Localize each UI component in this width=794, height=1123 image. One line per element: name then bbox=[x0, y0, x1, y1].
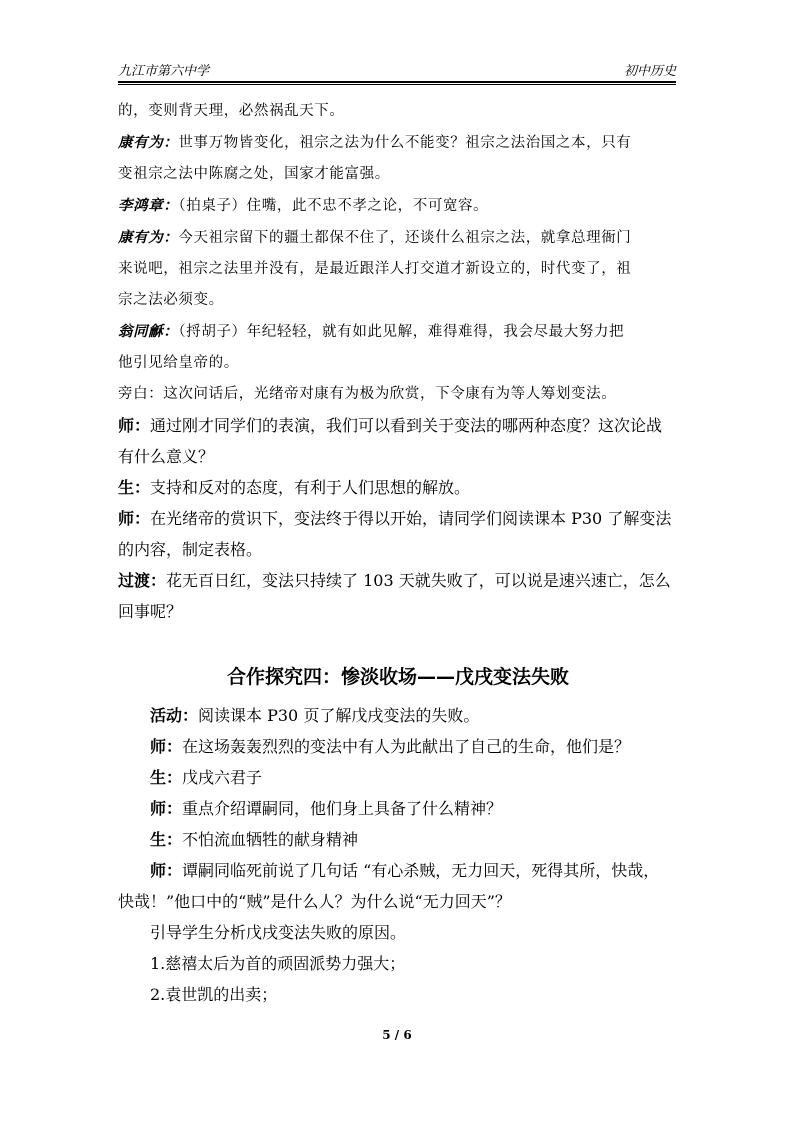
text-line bbox=[118, 793, 678, 824]
line-text: 谭嗣同临死前说了几句话 “有心杀贼，无力回天，死得其所，快哉， bbox=[182, 861, 660, 880]
text-line bbox=[118, 855, 678, 886]
line-text: 引导学生分析戊戌变法失败的原因。 bbox=[150, 923, 407, 942]
speaker-label: 师： bbox=[150, 861, 183, 880]
line-text: 来说吧，祖宗之法里并没有，是最近跟洋人打交道才新设立的，时代变了，祖 bbox=[118, 261, 632, 277]
line-text: （拍桌子）住嘴，此不忠不孝之论，不可宽容。 bbox=[178, 198, 489, 214]
text-line bbox=[118, 222, 678, 254]
page-header bbox=[118, 57, 676, 81]
text-line bbox=[118, 979, 678, 1010]
line-text: 的内容，制定表格。 bbox=[118, 540, 263, 559]
body-text-part2 bbox=[118, 700, 678, 1010]
line-text: 1.慈禧太后为首的顽固派势力强大； bbox=[150, 954, 406, 973]
text-line bbox=[118, 700, 678, 731]
text-line bbox=[118, 762, 678, 793]
text-line bbox=[118, 886, 678, 917]
text-line bbox=[118, 503, 678, 534]
speaker-label: 过渡： bbox=[118, 571, 167, 590]
line-text: 宗之法必须变。 bbox=[118, 292, 224, 308]
text-line bbox=[118, 348, 678, 379]
speaker-label: 李鸿章： bbox=[118, 197, 179, 214]
line-text: 不怕流血牺牲的献身精神 bbox=[182, 830, 359, 849]
text-line bbox=[118, 96, 678, 127]
speaker-label: 翁同龢： bbox=[118, 323, 179, 340]
text-line bbox=[118, 441, 678, 472]
line-text: 戊戌六君子 bbox=[182, 768, 263, 787]
line-text: 旁白：这次问话后，光绪帝对康有为极为欣赏，下令康有为等人筹划变法。 bbox=[118, 386, 617, 402]
speaker-label: 生： bbox=[118, 478, 151, 497]
body-text-part1 bbox=[118, 96, 678, 627]
line-text: 的，变则背天理，必然祸乱天下。 bbox=[118, 103, 345, 119]
page-number: 5 / 6 bbox=[382, 1028, 412, 1042]
speaker-label: 师： bbox=[150, 799, 183, 818]
speaker-label: 康有为： bbox=[118, 229, 179, 246]
speaker-label: 师： bbox=[118, 416, 151, 435]
speaker-label: 生： bbox=[150, 768, 183, 787]
text-line bbox=[118, 379, 678, 410]
text-line bbox=[118, 316, 678, 348]
text-line bbox=[118, 917, 678, 948]
speaker-label: 活动： bbox=[150, 706, 199, 725]
text-line bbox=[118, 824, 678, 855]
line-text: 支持和反对的态度，有利于人们思想的解放。 bbox=[150, 478, 471, 497]
line-text: 他引见给皇帝的。 bbox=[118, 355, 239, 371]
text-line bbox=[118, 410, 678, 441]
header-subject: 初中历史 bbox=[623, 64, 676, 79]
line-text: 在光绪帝的赏识下，变法终于得以开始，请同学们阅读课本 P30 了解变法 bbox=[150, 509, 672, 528]
line-text: 今天祖宗留下的疆土都保不住了，还谈什么祖宗之法，就拿总理衙门 bbox=[178, 230, 632, 246]
line-text: 回事呢？ bbox=[118, 602, 183, 621]
line-text: 世事万物皆变化，祖宗之法为什么不能变？祖宗之法治国之本，只有 bbox=[178, 135, 632, 151]
text-line bbox=[118, 534, 678, 565]
line-text: 2.袁世凯的出卖； bbox=[150, 985, 278, 1004]
line-text: 通过刚才同学们的表演，我们可以看到关于变法的哪两种态度？这次论战 bbox=[150, 416, 663, 435]
line-text: （捋胡子）年纪轻轻，就有如此见解，难得难得，我会尽最大努力把 bbox=[178, 324, 625, 340]
line-text: 重点介绍谭嗣同，他们身上具备了什么精神？ bbox=[182, 799, 503, 818]
text-line bbox=[118, 565, 678, 596]
text-line bbox=[118, 190, 678, 222]
text-line bbox=[118, 285, 678, 316]
header-school: 九江市第六中学 bbox=[118, 64, 210, 79]
line-text: 阅读课本 P30 页了解戊戌变法的失败。 bbox=[198, 706, 480, 725]
text-line bbox=[118, 948, 678, 979]
line-text: 变祖宗之法中陈腐之处，国家才能富强。 bbox=[118, 166, 390, 182]
speaker-label: 生： bbox=[150, 830, 183, 849]
text-line bbox=[118, 254, 678, 285]
speaker-label: 师： bbox=[150, 737, 183, 756]
speaker-label: 康有为： bbox=[118, 134, 179, 151]
text-line bbox=[118, 472, 678, 503]
text-line bbox=[118, 159, 678, 190]
section-title: 合作探究四：惨淡收场——戊戌变法失败 bbox=[226, 666, 569, 688]
speaker-label: 师： bbox=[118, 509, 151, 528]
line-text: 有什么意义？ bbox=[118, 447, 215, 466]
text-line bbox=[118, 596, 678, 627]
line-text: 花无百日红，变法只持续了 103 天就失败了，可以说是速兴速亡，怎么 bbox=[166, 571, 671, 590]
text-line bbox=[118, 127, 678, 159]
line-text: 快哉！”他口中的“贼”是什么人？为什么说“无力回天”？ bbox=[118, 892, 511, 911]
text-line bbox=[118, 731, 678, 762]
header-rule bbox=[118, 81, 676, 85]
line-text: 在这场轰轰烈烈的变法中有人为此献出了自己的生命，他们是？ bbox=[182, 737, 631, 756]
